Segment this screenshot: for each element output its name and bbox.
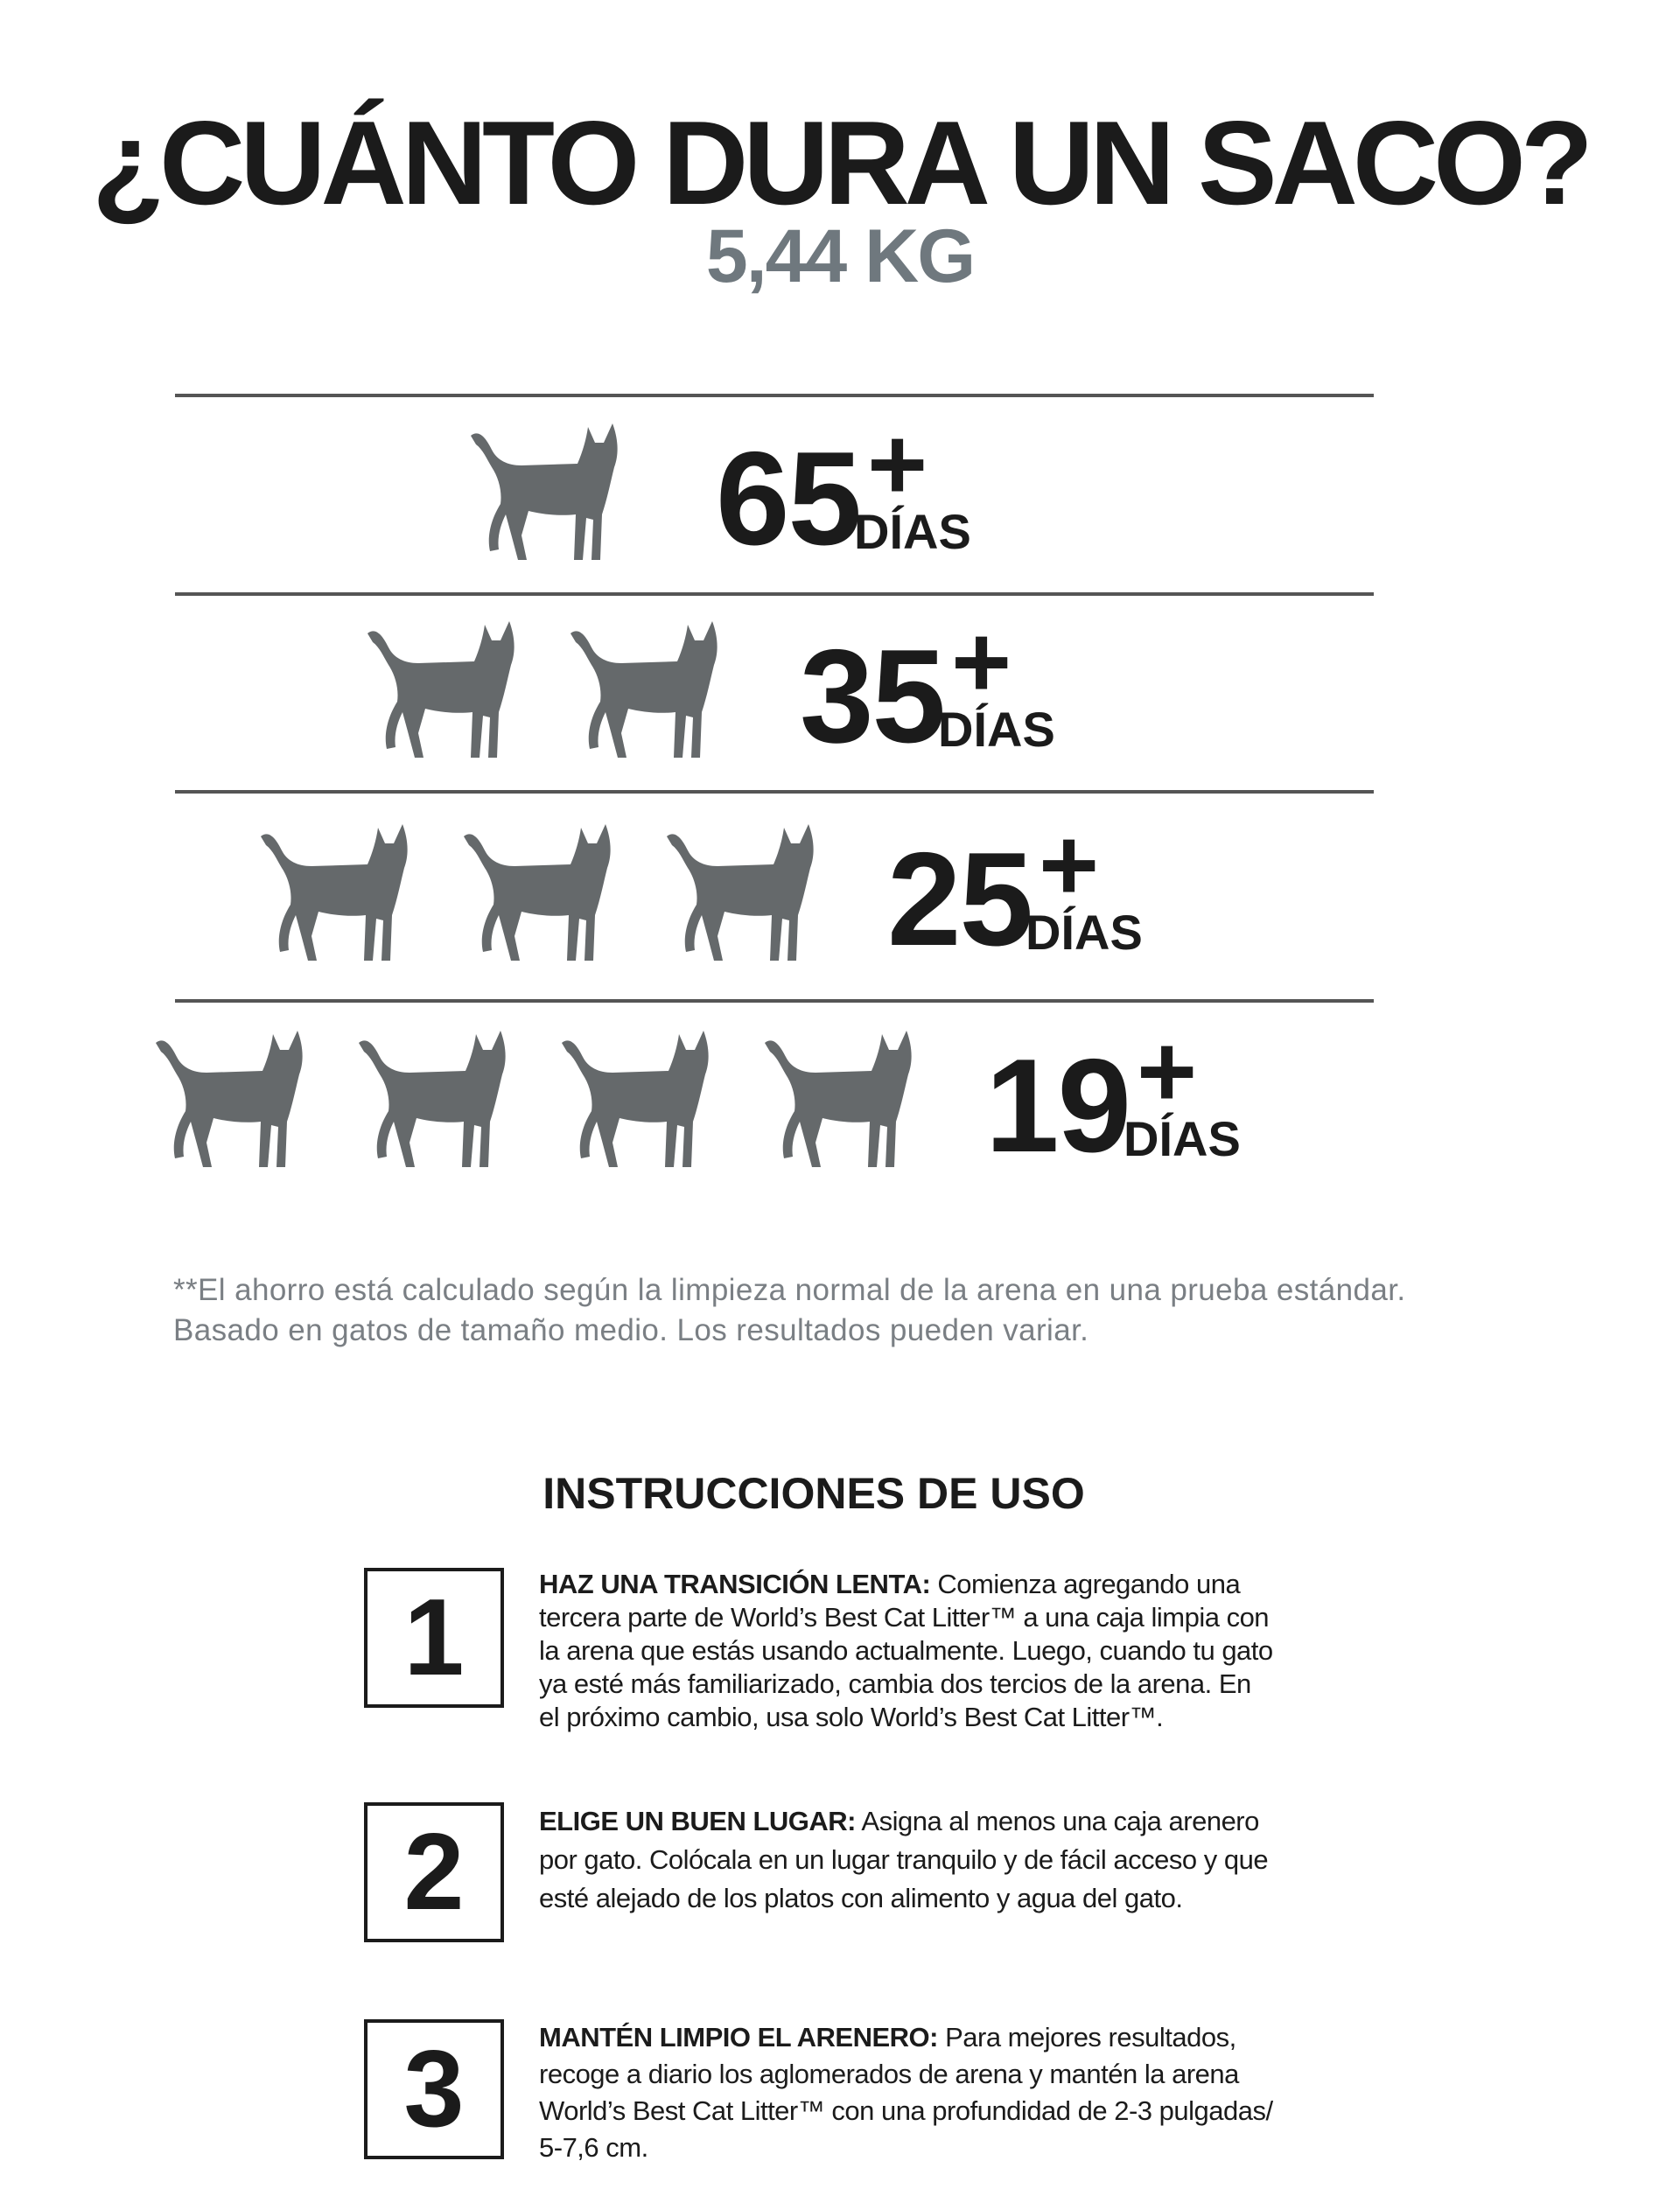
plus-sign: + [1039,808,1099,923]
duration-value [716,407,971,573]
cat-silhouette-icon [457,817,614,966]
cat-silhouette-icon [149,1024,306,1172]
cat-group [149,1024,915,1172]
cat-silhouette-icon [360,614,518,763]
instruction-step [364,1802,1362,1942]
duration-value [985,1014,1241,1180]
step-body: Asigna al menos una caja arenero por gato. Colócala en un lugar tranquilo y de fácil acceso y que esté alejado de los platos con alimento y agua del gato. [539,1806,1269,1913]
page-title: ¿CUÁNTO DURA UN SACO? [92,96,1588,229]
duration-value [800,605,1055,771]
step-text [539,2019,1274,2166]
days-number: 25 [887,825,1032,974]
step-text [539,1568,1274,1734]
days-number: 19 [985,1032,1130,1180]
duration-row [464,407,971,573]
days-unit: DÍAS [938,702,1055,757]
step-heading: ELIGE UN BUEN LUGAR: [539,1806,856,1836]
step-number: 3 [364,2019,504,2159]
divider [175,592,1374,596]
step-heading: MANTÉN LIMPIO EL ARENERO: [539,2022,938,2053]
plus-sign: + [867,407,928,522]
instructions-title: INSTRUCCIONES DE USO [542,1469,1085,1518]
days-unit: DÍAS [854,504,971,559]
plus-sign: + [1137,1014,1197,1129]
cat-silhouette-icon [555,1024,712,1172]
cat-group [254,817,817,966]
cat-group [464,416,621,565]
days-unit: DÍAS [1124,1111,1241,1166]
days-unit: DÍAS [1026,905,1143,960]
bag-weight: 5,44 KG [705,214,975,298]
duration-row [360,605,1055,771]
cat-silhouette-icon [660,817,817,966]
duration-row [149,1014,1241,1180]
duration-value [887,808,1143,974]
cat-silhouette-icon [758,1024,915,1172]
days-number: 65 [716,424,861,573]
step-body: Para mejores resultados, recoge a diario los aglomerados de arena y mantén la arena World’s Best Cat Litter™ con una profundidad de 2-3 pulgadas/ 5-7,6 cm. [539,2022,1273,2163]
divider [175,790,1374,794]
step-number: 2 [364,1802,504,1942]
days-number: 35 [800,622,945,771]
cat-silhouette-icon [464,416,621,565]
step-body: Comienza agregando una tercera parte de World’s Best Cat Litter™ a una caja limpia con la arena que estás usando actualmente. Luego, cuando tu gato ya esté más familiarizado, cambia dos tercios de la arena. En el próximo cambio, usa solo World’s Best Cat Litter™. [539,1569,1273,1732]
step-number: 1 [364,1568,504,1708]
cat-silhouette-icon [564,614,721,763]
cat-silhouette-icon [254,817,411,966]
cat-silhouette-icon [352,1024,509,1172]
step-text [539,1802,1274,1942]
divider [175,999,1374,1003]
divider [175,394,1374,397]
step-heading: HAZ UNA TRANSICIÓN LENTA: [539,1569,931,1599]
instruction-step [364,2019,1362,2166]
footnote: **El ahorro está calculado según la limpieza normal de la arena en una prueba estándar. Basado en gatos de tamaño medio. Los resultados pueden variar. [173,1273,1406,1347]
plus-sign: + [951,605,1012,720]
cat-group [360,614,721,763]
duration-row [254,808,1143,974]
instruction-step [364,1568,1362,1734]
